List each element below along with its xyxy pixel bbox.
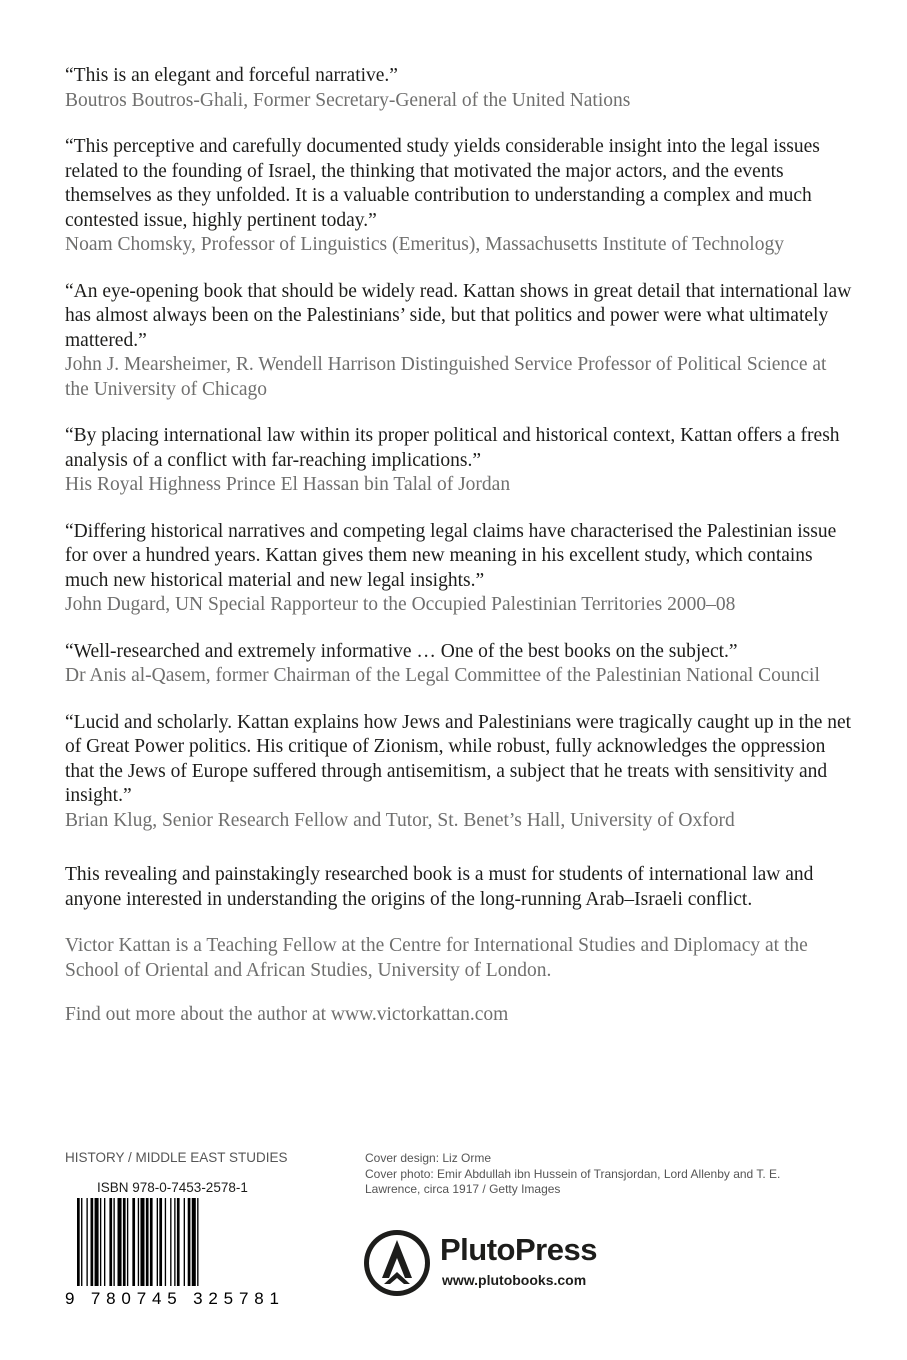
blurb-attribution: Boutros Boutros-Ghali, Former Secretary-General of the United Nations	[65, 89, 631, 111]
book-description: This revealing and painstakingly researched book is a must for students of international law and anyone interested in understanding the origins of the long-running Arab–Israeli conflict.	[65, 864, 814, 910]
blurb-quote: “By placing international law within its proper political and historical context, Kattan offers a fresh analysis of a conflict with far-reaching implications.”	[65, 425, 840, 471]
blurb-attribution: Brian Klug, Senior Research Fellow and Tutor, St. Benet’s Hall, University of Oxford	[65, 809, 735, 831]
isbn-barcode	[63, 1198, 283, 1308]
isbn-label: ISBN 978-0-7453-2578-1	[97, 1180, 248, 1195]
blurb-klug	[65, 711, 855, 834]
blurb-attribution: His Royal Highness Prince El Hassan bin Talal of Jordan	[65, 474, 511, 495]
subject-category: HISTORY / MIDDLE EAST STUDIES	[65, 1150, 288, 1165]
pluto-press-logo-icon	[362, 1228, 432, 1298]
publisher-name: PlutoPress	[440, 1232, 597, 1267]
publisher-url: www.plutobooks.com	[442, 1272, 587, 1288]
blurb-quote: “Lucid and scholarly. Kattan explains how Jews and Palestinians were tragically caught up in the net of Great Power politics. His critique of Zionism, while robust, fully acknowledges the oppression that the Jews of Europe suffered through antisemitism, a subject that he treats with sensitivity and insight.”	[65, 711, 852, 806]
blurb-quote: “Well-researched and extremely informative … One of the best books on the subject.”	[65, 640, 738, 662]
blurb-al-qasem	[65, 640, 855, 689]
blurb-attribution: John J. Mearsheimer, R. Wendell Harrison Distinguished Service Professor of Political Science at the University of Chicago	[65, 354, 827, 400]
blurb-quote: “This is an elegant and forceful narrative.”	[65, 65, 398, 86]
blurb-chomsky	[65, 135, 855, 258]
about-author: Victor Kattan is a Teaching Fellow at the Centre for International Studies and Diplomacy at the School of Oriental and African Studies, University of London.	[65, 935, 808, 981]
cover-photo-credit: Cover photo: Emir Abdullah ibn Hussein of Transjordan, Lord Allenby and T. E. Lawrence, circa 1917 / Getty Images	[365, 1166, 781, 1196]
back-cover-text	[65, 64, 855, 1028]
blurb-dugard	[65, 520, 855, 618]
author-website-note: Find out more about the author at www.victorkattan.com	[65, 1004, 509, 1025]
barcode-digits: 9 780745 325781	[65, 1289, 279, 1308]
blurb-attribution: Dr Anis al-Qasem, former Chairman of the Legal Committee of the Palestinian National Council	[65, 665, 820, 686]
blurb-boutros-ghali	[65, 64, 855, 113]
blurb-quote: “This perceptive and carefully documented study yields considerable insight into the legal issues related to the founding of Israel, the thinking that motivated the major actors, and the events themselves as they unfolded. It is a valuable contribution to understanding a complex and much contested issue, highly pertinent today.”	[65, 136, 820, 231]
cover-design-credit: Cover design: Liz Orme	[365, 1151, 492, 1165]
blurb-quote: “An eye-opening book that should be widely read. Kattan shows in great detail that international law has almost always been on the Palestinians’ side, but that politics and power were what ultimately mattered.”	[65, 280, 852, 351]
blurb-attribution: John Dugard, UN Special Rapporteur to the Occupied Palestinian Territories 2000–08	[65, 594, 736, 615]
blurb-el-hassan	[65, 424, 855, 498]
blurb-mearsheimer	[65, 280, 855, 403]
blurb-quote: “Differing historical narratives and competing legal claims have characterised the Palestinian issue for over a hundred years. Kattan gives them new meaning in his excellent study, which contains much new historical material and new legal insights.”	[65, 520, 837, 591]
barcode-bars	[77, 1198, 199, 1298]
blurb-attribution: Noam Chomsky, Professor of Linguistics (Emeritus), Massachusetts Institute of Technology	[65, 234, 784, 255]
cover-credits	[365, 1151, 805, 1198]
